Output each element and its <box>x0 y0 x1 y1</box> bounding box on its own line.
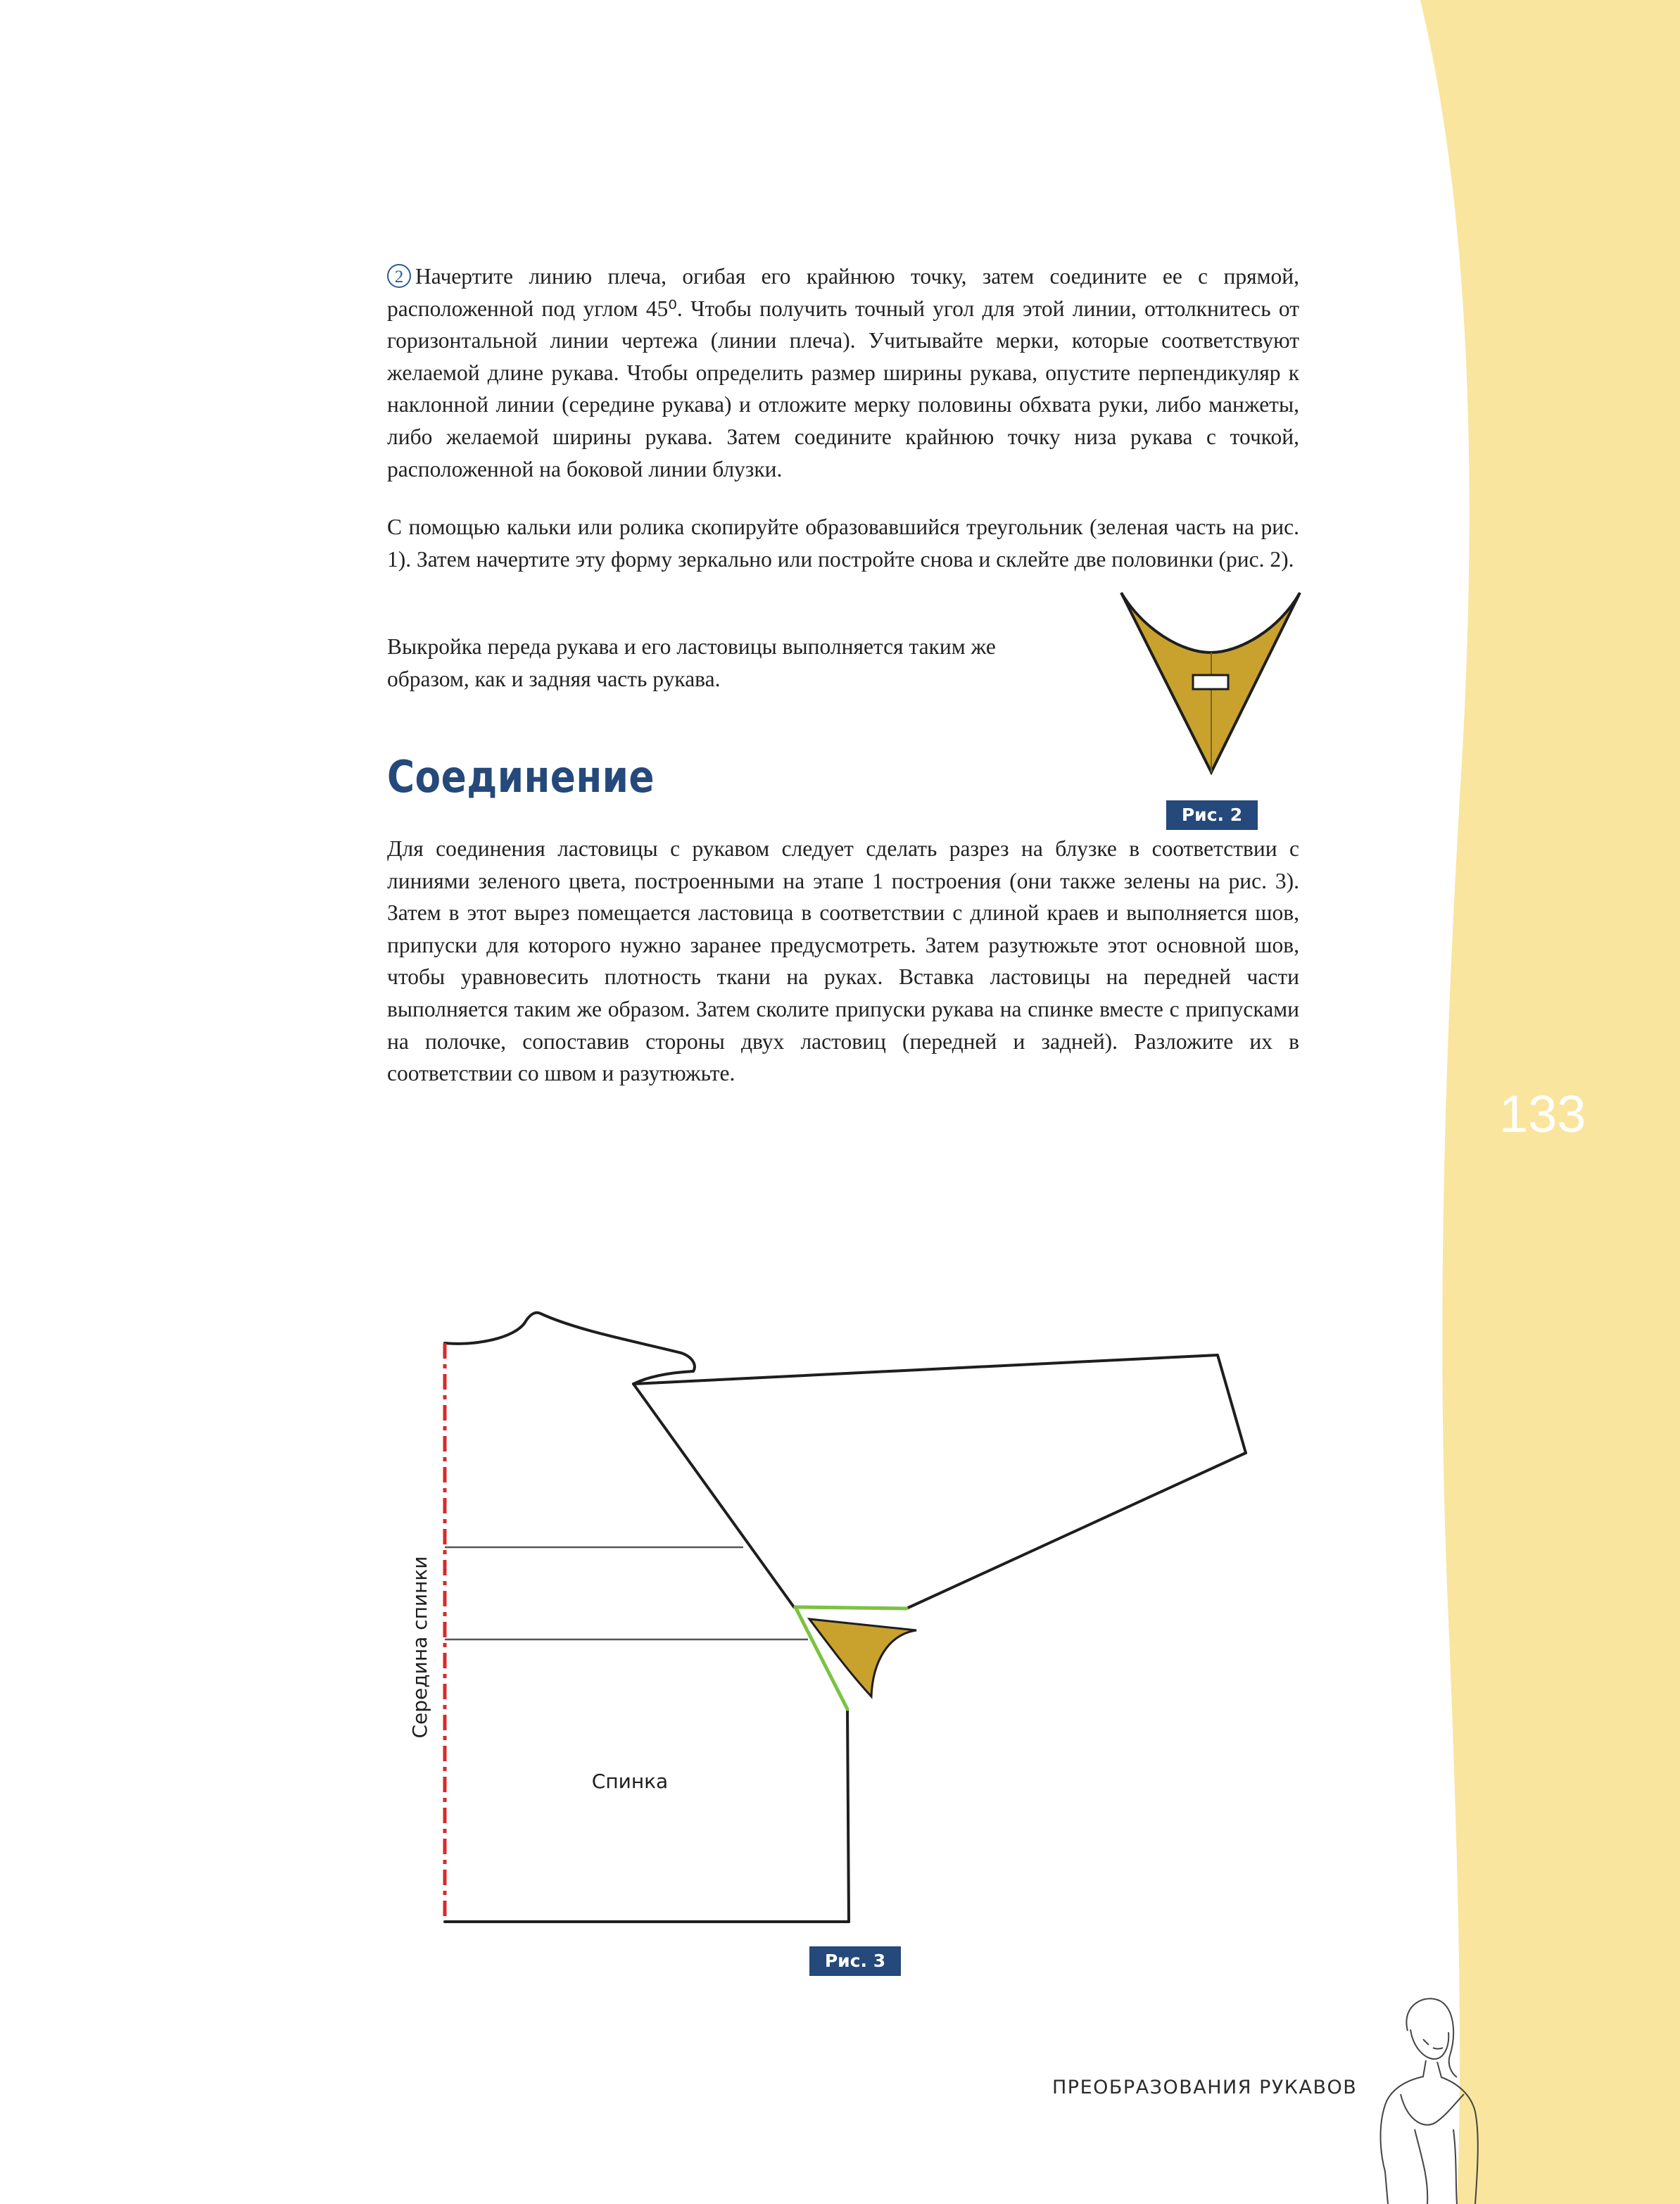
center-back-label: Середина спинки <box>408 1556 431 1739</box>
figure-3-label: Рис. 3 <box>809 1946 901 1976</box>
paragraph-2: С помощью кальки или ролика скопируйте образовавшийся треугольник (зеленая часть на рис. 1). Затем начертите эту форму зеркально или постройте снова и склейте две половинки (рис. 2). <box>387 515 1299 572</box>
sleeve-top-line <box>633 1355 1246 1453</box>
paragraph-4: Для соединения ластовицы с рукавом следует сделать разрез на блузке в соответствии с линиями зеленого цвета, построенными на этапе 1 построения (они также зелены на рис. 3). Затем в этот вырез помещается ластовица в соответствии с длиной краев и выполняется шов, припуски для которого нужно заранее предусмотреть. Затем разутюжьте этот основной шов, чтобы уравновесить плотность ткани на руках. Вставка ластовицы на передней части выполняется таким же образом. Затем сколите припуски рукава на спинке вместе с припусками на полочке, сопоставив стороны двух ластовиц (передней и задней). Разложите их в соответствии со швом и разутюжьте. <box>387 836 1299 1086</box>
paragraph-3: Выкройка переда рукава и его ластовицы выполняется таким же образом, как и задняя часть рукава. <box>387 634 996 691</box>
green-cut-line-top <box>795 1607 907 1608</box>
step-number-badge: 2 <box>387 264 411 288</box>
neck-shoulder-line <box>445 1313 695 1371</box>
sleeve-diagonal-line <box>633 1384 794 1607</box>
side-seam-line <box>847 1709 849 1922</box>
sleeve-bottom-line <box>907 1453 1246 1608</box>
woman-sketch-illustration <box>1358 1989 1499 2204</box>
page-number: 133 <box>1499 1085 1586 1143</box>
figure-2-label: Рис. 2 <box>1166 800 1258 830</box>
gusset-shape <box>809 1619 916 1696</box>
chapter-title: ПРЕОБРАЗОВАНИЯ РУКАВОВ <box>1052 2077 1358 2098</box>
back-label: Спинка <box>591 1770 669 1793</box>
section-heading: Соединение <box>387 751 655 802</box>
paragraph-1-text: Начертите линию плеча, огибая его крайнюю точку, затем соедините ее с прямой, расположенной под углом 45⁰. Чтобы получить точный угол для этой линии, оттолкнитесь от горизонтальной линии чертежа (линии плеча). Учитывайте мерки, которые соответствуют желаемой длине рукава. Чтобы определить размер ширины рукава, опустите перпендикуляр к наклонной линии (середине рукава) и отложите мерку половины обхвата руки, либо манжеты, либо желаемой ширины рукава. Затем соедините крайнюю точку низа рукава с точкой, расположенной на боковой линии блузки. <box>387 264 1299 481</box>
